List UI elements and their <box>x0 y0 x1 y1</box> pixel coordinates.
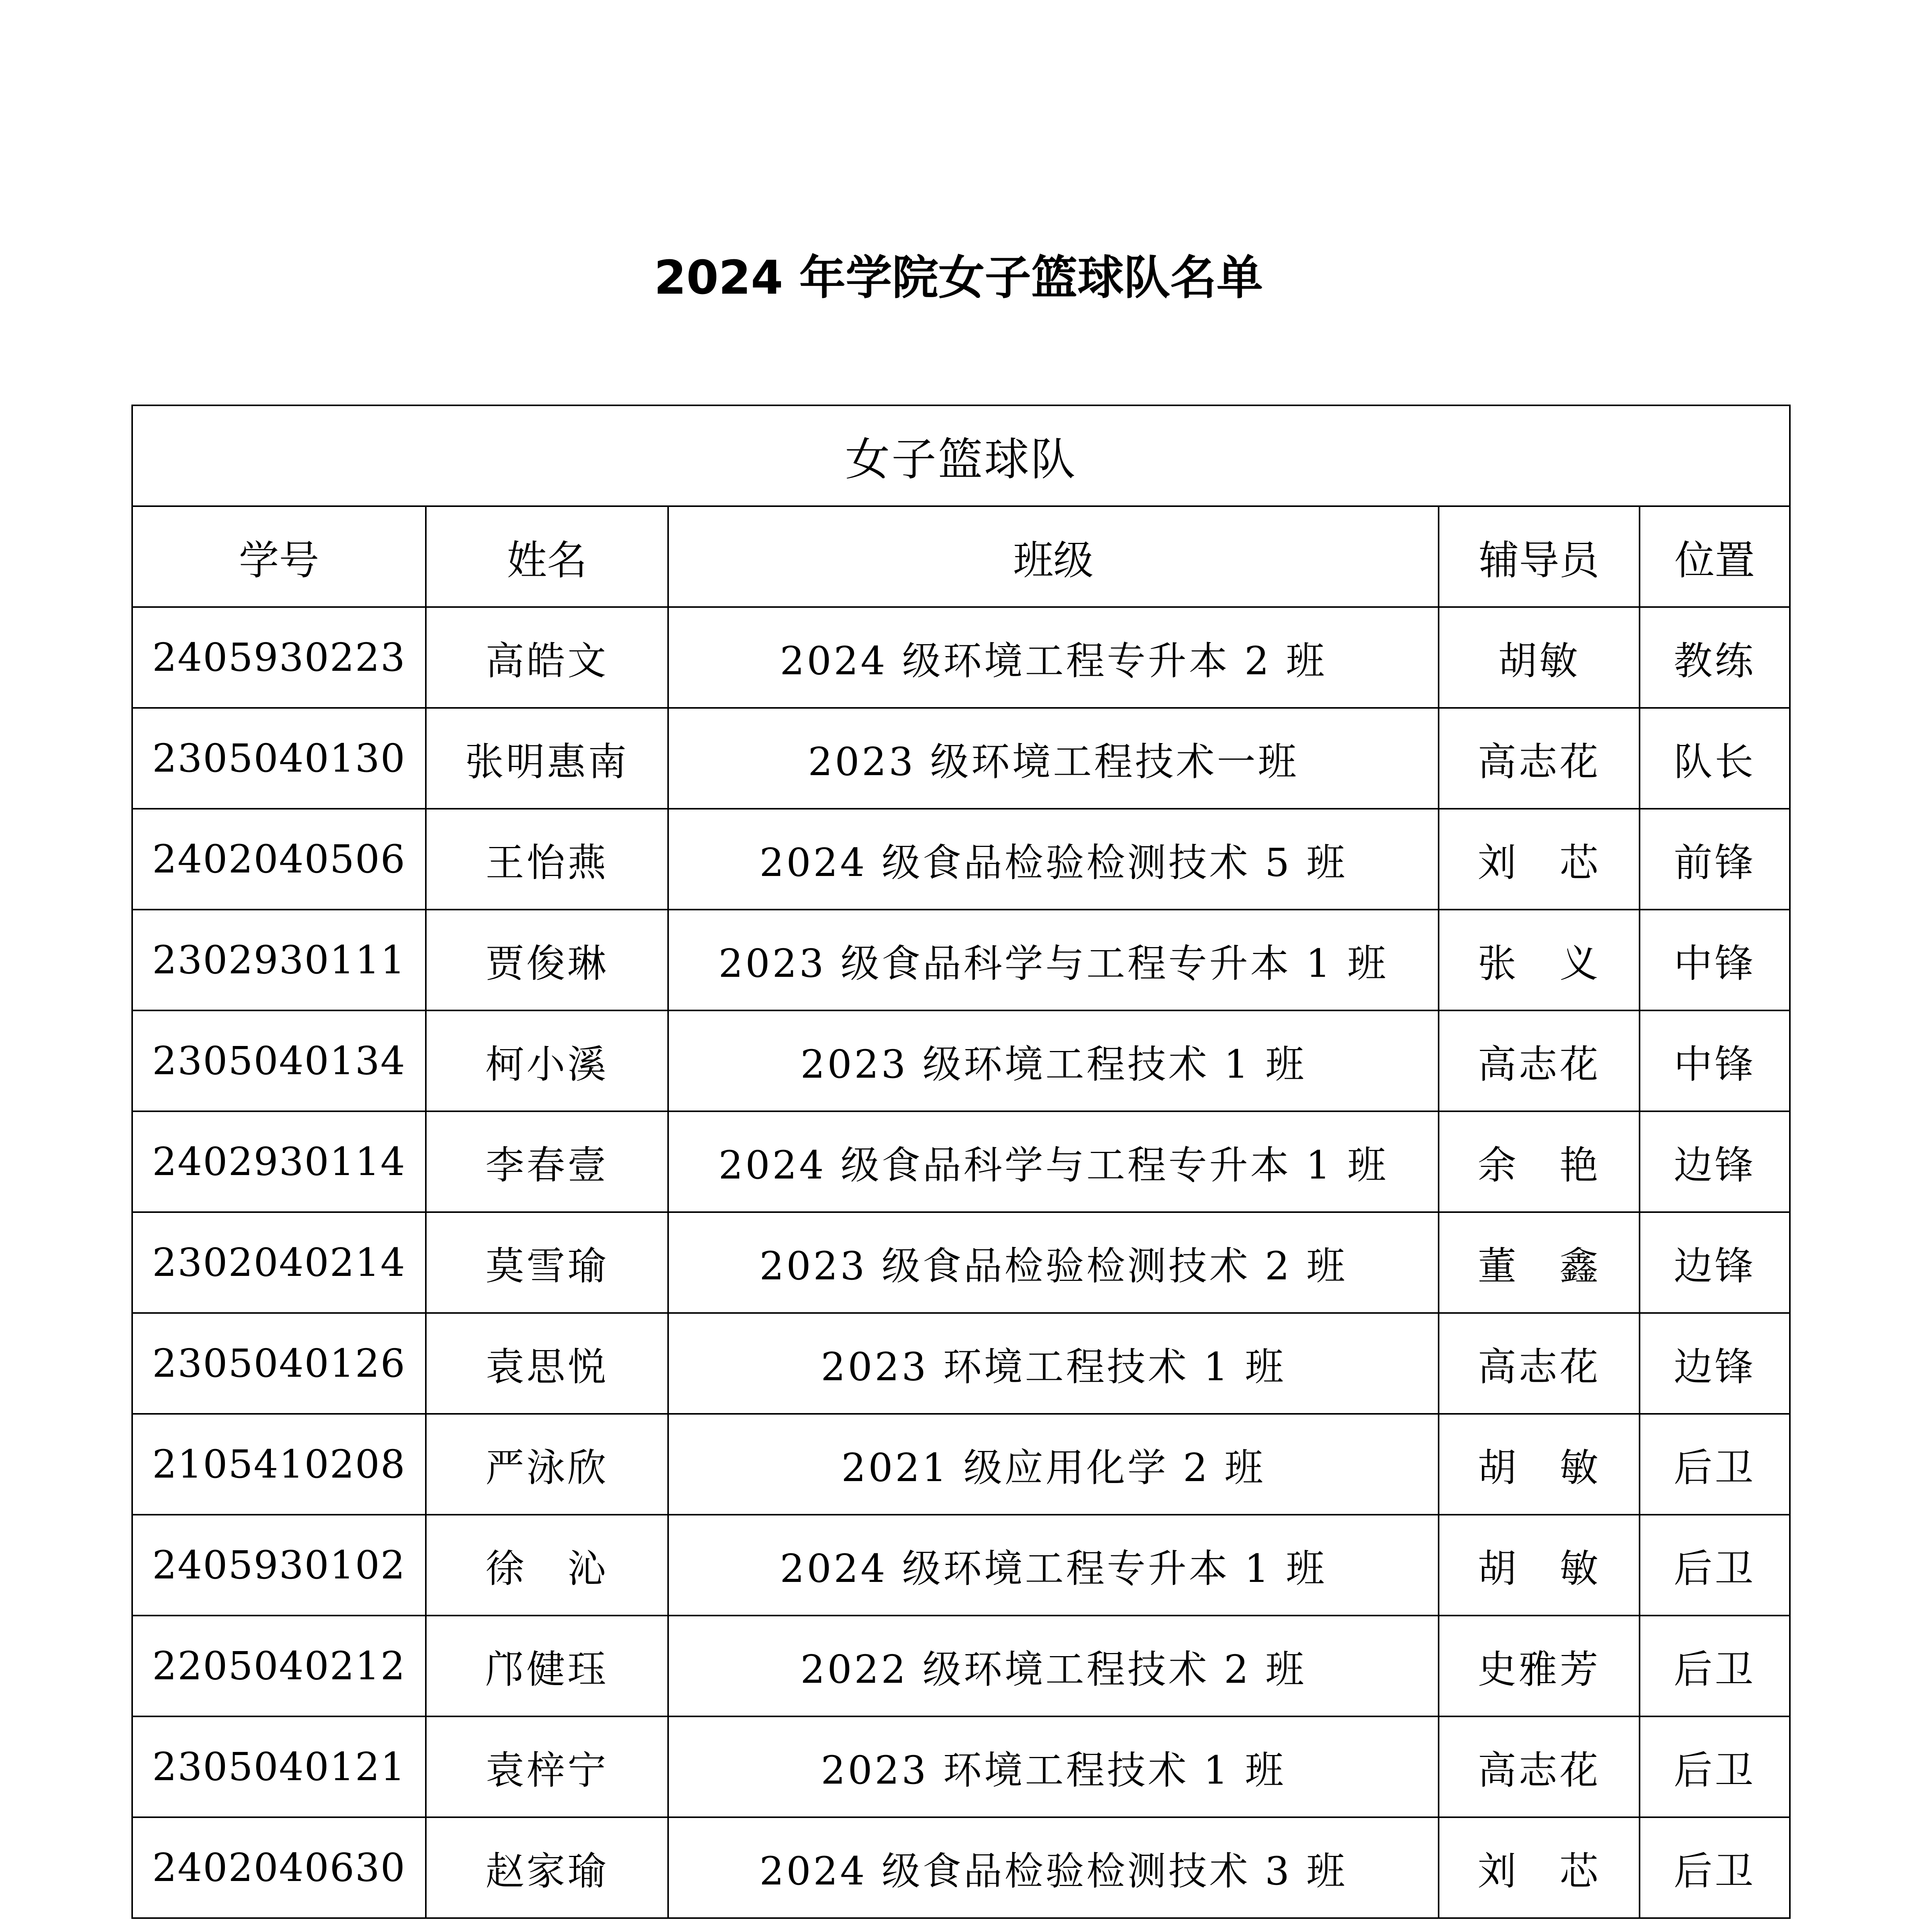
student-id-cell: 2305040126 <box>132 1313 426 1414</box>
table-row <box>132 607 1790 708</box>
student-name-cell: 莫雪瑜 <box>426 1212 668 1313</box>
table-row <box>132 1716 1790 1817</box>
counselor-cell: 胡 敏 <box>1439 1414 1640 1515</box>
counselor-cell: 胡 敏 <box>1439 1515 1640 1616</box>
counselor-cell: 高志花 <box>1439 708 1640 809</box>
student-name-cell: 严泳欣 <box>426 1414 668 1515</box>
class-cell: 2024 级环境工程专升本 1 班 <box>668 1515 1439 1616</box>
class-cell: 2023 环境工程技术 1 班 <box>668 1716 1439 1817</box>
student-name-cell: 袁梓宁 <box>426 1716 668 1817</box>
counselor-cell: 张 义 <box>1439 910 1640 1010</box>
team-name: 女子篮球队 <box>132 405 1790 506</box>
position-cell: 中锋 <box>1640 910 1790 1010</box>
position-cell: 前锋 <box>1640 809 1790 910</box>
table-row <box>132 1212 1790 1313</box>
counselor-cell: 高志花 <box>1439 1010 1640 1111</box>
header-row <box>132 506 1790 607</box>
class-cell: 2023 级环境工程技术一班 <box>668 708 1439 809</box>
student-id-cell: 2305040130 <box>132 708 426 809</box>
header-name: 姓名 <box>426 506 668 607</box>
position-cell: 队长 <box>1640 708 1790 809</box>
student-id-cell: 2305040134 <box>132 1010 426 1111</box>
class-cell: 2022 级环境工程技术 2 班 <box>668 1616 1439 1716</box>
student-name-cell: 张明惠南 <box>426 708 668 809</box>
header-counselor: 辅导员 <box>1439 506 1640 607</box>
table-row <box>132 1515 1790 1616</box>
position-cell: 后卫 <box>1640 1515 1790 1616</box>
table-row <box>132 1414 1790 1515</box>
class-cell: 2024 级食品检验检测技术 3 班 <box>668 1817 1439 1918</box>
student-name-cell: 柯小溪 <box>426 1010 668 1111</box>
student-id-cell: 2402930114 <box>132 1111 426 1212</box>
counselor-cell: 高志花 <box>1439 1716 1640 1817</box>
class-cell: 2024 级食品检验检测技术 5 班 <box>668 809 1439 910</box>
student-id-cell: 2302040214 <box>132 1212 426 1313</box>
class-cell: 2023 级环境工程技术 1 班 <box>668 1010 1439 1111</box>
class-cell: 2023 环境工程技术 1 班 <box>668 1313 1439 1414</box>
table-row <box>132 1010 1790 1111</box>
counselor-cell: 胡敏 <box>1439 607 1640 708</box>
class-cell: 2024 级食品科学与工程专升本 1 班 <box>668 1111 1439 1212</box>
roster-table <box>131 405 1791 1919</box>
class-cell: 2021 级应用化学 2 班 <box>668 1414 1439 1515</box>
counselor-cell: 刘 芯 <box>1439 809 1640 910</box>
student-id-cell: 2205040212 <box>132 1616 426 1716</box>
class-cell: 2023 级食品检验检测技术 2 班 <box>668 1212 1439 1313</box>
student-name-cell: 赵家瑜 <box>426 1817 668 1918</box>
counselor-cell: 余 艳 <box>1439 1111 1640 1212</box>
header-position: 位置 <box>1640 506 1790 607</box>
team-name-row <box>132 405 1790 506</box>
position-cell: 边锋 <box>1640 1313 1790 1414</box>
table-row <box>132 1817 1790 1918</box>
table-row <box>132 708 1790 809</box>
student-id-cell: 2105410208 <box>132 1414 426 1515</box>
table-row <box>132 809 1790 910</box>
student-name-cell: 李春壹 <box>426 1111 668 1212</box>
student-name-cell: 邝健珏 <box>426 1616 668 1716</box>
position-cell: 后卫 <box>1640 1414 1790 1515</box>
roster-body <box>132 607 1790 1918</box>
counselor-cell: 董 鑫 <box>1439 1212 1640 1313</box>
student-id-cell: 2305040121 <box>132 1716 426 1817</box>
position-cell: 中锋 <box>1640 1010 1790 1111</box>
counselor-cell: 史雅芳 <box>1439 1616 1640 1716</box>
student-name-cell: 贾俊琳 <box>426 910 668 1010</box>
class-cell: 2024 级环境工程专升本 2 班 <box>668 607 1439 708</box>
position-cell: 后卫 <box>1640 1616 1790 1716</box>
table-row <box>132 1111 1790 1212</box>
student-id-cell: 2302930111 <box>132 910 426 1010</box>
document-title: 2024 年学院女子篮球队名单 <box>654 251 1263 305</box>
position-cell: 后卫 <box>1640 1716 1790 1817</box>
student-id-cell: 2402040506 <box>132 809 426 910</box>
class-cell: 2023 级食品科学与工程专升本 1 班 <box>668 910 1439 1010</box>
position-cell: 教练 <box>1640 607 1790 708</box>
student-id-cell: 2405930102 <box>132 1515 426 1616</box>
position-cell: 边锋 <box>1640 1111 1790 1212</box>
table-row <box>132 1313 1790 1414</box>
counselor-cell: 刘 芯 <box>1439 1817 1640 1918</box>
student-name-cell: 徐 沁 <box>426 1515 668 1616</box>
student-name-cell: 王怡燕 <box>426 809 668 910</box>
header-class: 班级 <box>668 506 1439 607</box>
position-cell: 后卫 <box>1640 1817 1790 1918</box>
student-id-cell: 2402040630 <box>132 1817 426 1918</box>
header-student-id: 学号 <box>132 506 426 607</box>
table-row <box>132 910 1790 1010</box>
table-row <box>132 1616 1790 1716</box>
student-name-cell: 袁思悦 <box>426 1313 668 1414</box>
student-id-cell: 2405930223 <box>132 607 426 708</box>
position-cell: 边锋 <box>1640 1212 1790 1313</box>
counselor-cell: 高志花 <box>1439 1313 1640 1414</box>
student-name-cell: 高皓文 <box>426 607 668 708</box>
